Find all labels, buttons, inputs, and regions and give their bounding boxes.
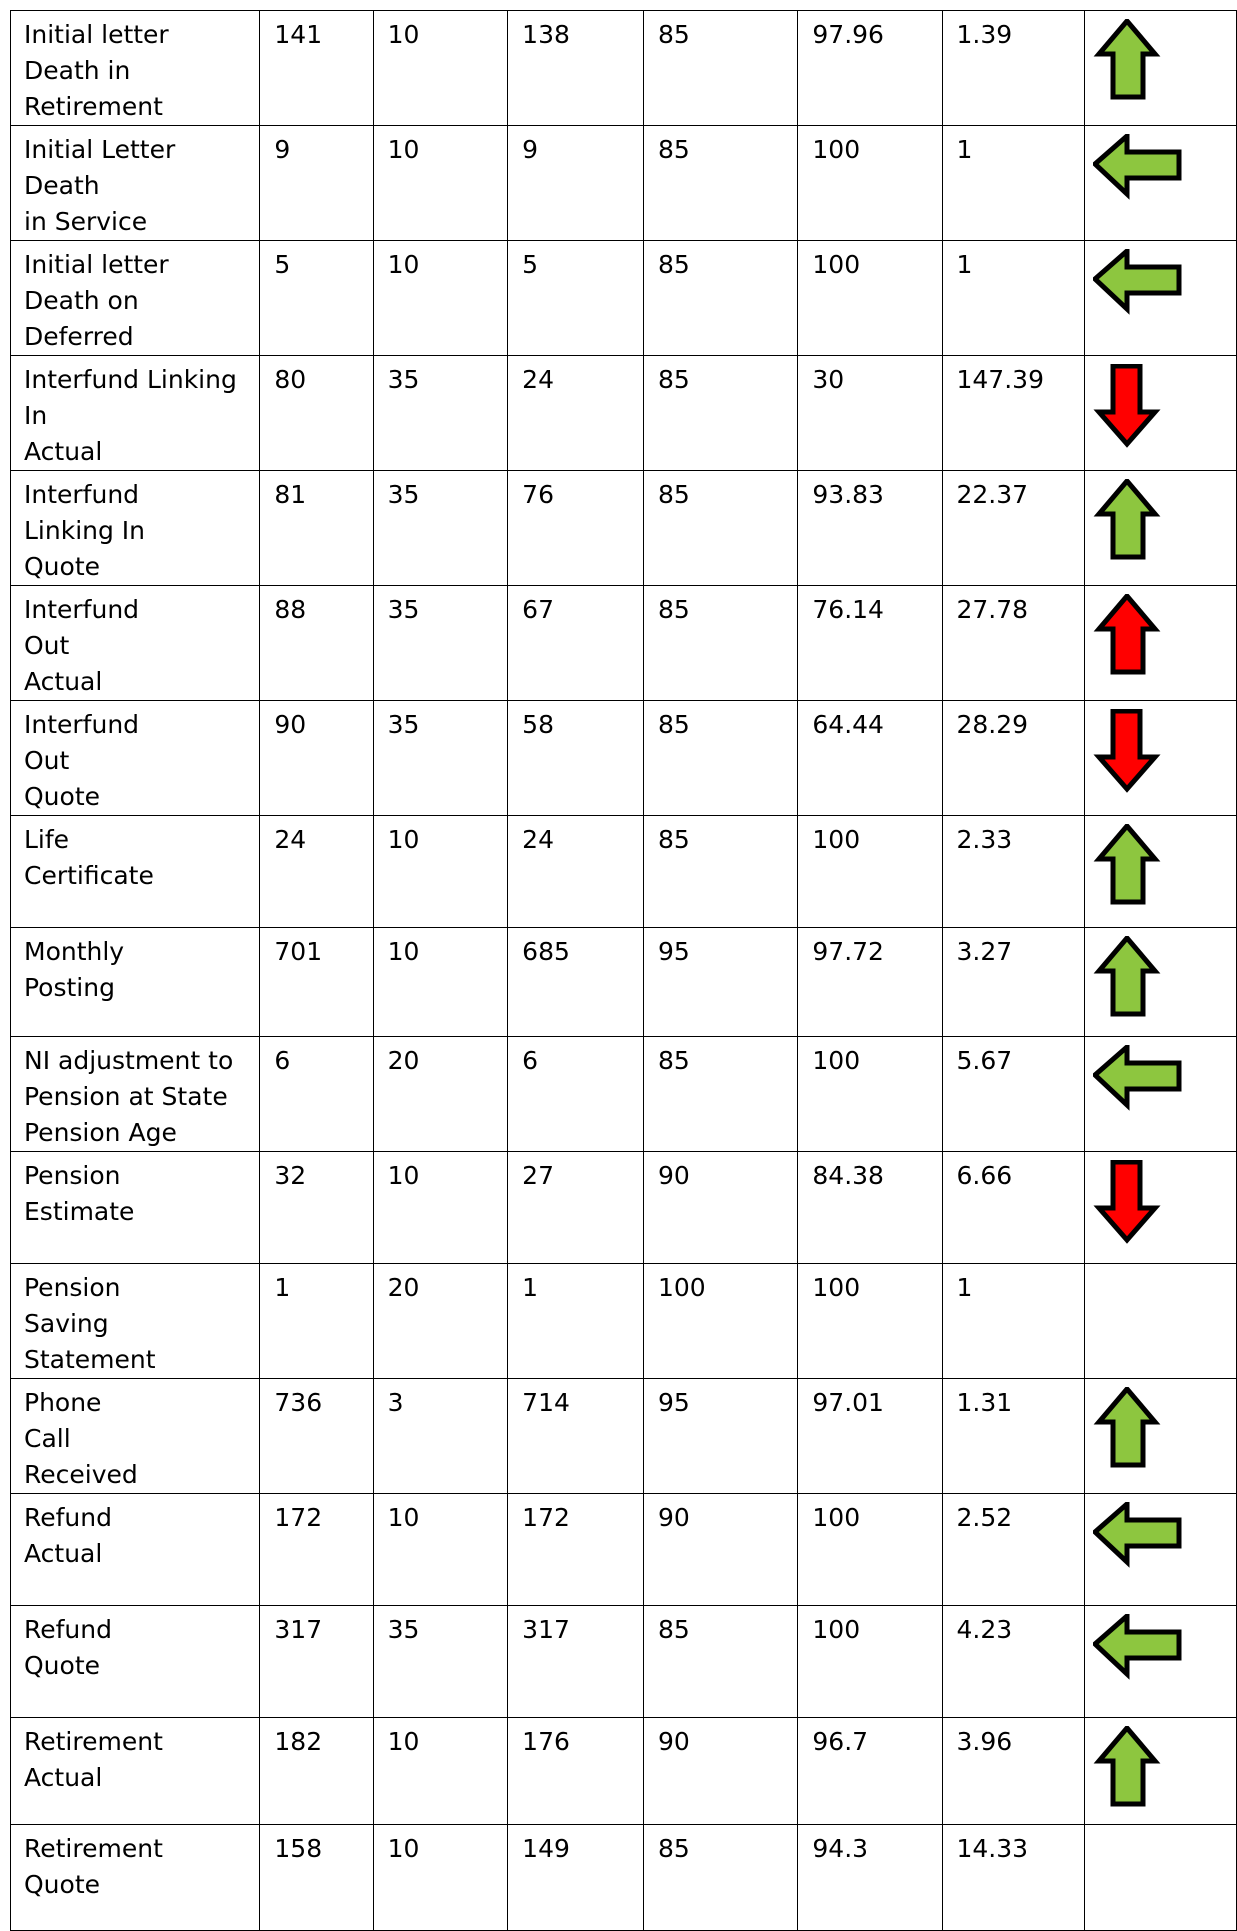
table-cell: 85 (643, 816, 797, 928)
table-cell: 20 (373, 1037, 508, 1152)
table-cell: 3.27 (942, 928, 1084, 1037)
arrow-down-red-icon (1093, 1160, 1183, 1250)
table-cell: 3.96 (942, 1718, 1084, 1825)
table-cell: 35 (373, 586, 508, 701)
arrow-up-green-icon (1093, 936, 1183, 1026)
table-cell: 182 (260, 1718, 373, 1825)
trend-cell (1084, 1718, 1236, 1825)
trend-cell (1084, 701, 1236, 816)
table-cell: 10 (373, 1825, 508, 1931)
table-cell: 4.23 (942, 1606, 1084, 1718)
trend-cell (1084, 816, 1236, 928)
table-cell: 97.96 (798, 11, 942, 126)
table-cell: 10 (373, 816, 508, 928)
table-cell: 9 (508, 126, 644, 241)
table-cell: 10 (373, 241, 508, 356)
table-cell: 85 (643, 356, 797, 471)
table-row (11, 586, 1237, 701)
table-cell: 100 (643, 1264, 797, 1379)
arrow-up-green-icon (1093, 824, 1183, 914)
arrow-up-green-icon (1093, 1726, 1183, 1816)
table-row (11, 11, 1237, 126)
performance-table (10, 10, 1237, 1931)
arrow-left-green-icon (1093, 1502, 1183, 1592)
table-cell: 6.66 (942, 1152, 1084, 1264)
table-cell: 317 (260, 1606, 373, 1718)
table-cell: 85 (643, 11, 797, 126)
table-cell: 1.39 (942, 11, 1084, 126)
table-cell: 714 (508, 1379, 644, 1494)
row-label: Initial Letter Death in Service (11, 126, 260, 241)
table-cell: 90 (643, 1718, 797, 1825)
table-cell: 1 (942, 241, 1084, 356)
trend-cell (1084, 356, 1236, 471)
table-cell: 317 (508, 1606, 644, 1718)
table-cell: 100 (798, 241, 942, 356)
table-cell: 22.37 (942, 471, 1084, 586)
table-cell: 80 (260, 356, 373, 471)
row-label: Pension Saving Statement (11, 1264, 260, 1379)
table-cell: 5.67 (942, 1037, 1084, 1152)
table-row (11, 1264, 1237, 1379)
table-cell: 1.31 (942, 1379, 1084, 1494)
table-cell: 176 (508, 1718, 644, 1825)
table-cell: 85 (643, 1606, 797, 1718)
table-cell: 6 (508, 1037, 644, 1152)
arrow-left-green-icon (1093, 134, 1183, 224)
trend-cell (1084, 1494, 1236, 1606)
table-cell: 81 (260, 471, 373, 586)
table-cell: 35 (373, 1606, 508, 1718)
arrow-up-green-icon (1093, 1387, 1183, 1477)
table-cell: 100 (798, 126, 942, 241)
table-cell: 20 (373, 1264, 508, 1379)
table-cell: 94.3 (798, 1825, 942, 1931)
table-cell: 5 (260, 241, 373, 356)
table-cell: 149 (508, 1825, 644, 1931)
trend-cell (1084, 126, 1236, 241)
table-cell: 100 (798, 1037, 942, 1152)
row-label: Refund Quote (11, 1606, 260, 1718)
arrow-down-red-icon (1093, 364, 1183, 454)
table-row (11, 701, 1237, 816)
trend-cell (1084, 1152, 1236, 1264)
table-cell: 93.83 (798, 471, 942, 586)
table-row (11, 1037, 1237, 1152)
table-cell: 85 (643, 241, 797, 356)
table-cell: 90 (643, 1152, 797, 1264)
arrow-left-green-icon (1093, 1045, 1183, 1135)
table-row (11, 126, 1237, 241)
table-cell: 685 (508, 928, 644, 1037)
trend-cell (1084, 928, 1236, 1037)
table-row (11, 1718, 1237, 1825)
table-cell: 76 (508, 471, 644, 586)
table-cell: 172 (508, 1494, 644, 1606)
table-cell: 10 (373, 126, 508, 241)
table-cell: 141 (260, 11, 373, 126)
table-cell: 2.52 (942, 1494, 1084, 1606)
table-cell: 1 (508, 1264, 644, 1379)
table-cell: 736 (260, 1379, 373, 1494)
row-label: NI adjustment to Pension at State Pension Age (11, 1037, 260, 1152)
row-label: Monthly Posting (11, 928, 260, 1037)
table-cell: 85 (643, 1825, 797, 1931)
table-cell: 1 (942, 1264, 1084, 1379)
arrow-up-green-icon (1093, 479, 1183, 569)
table-cell: 30 (798, 356, 942, 471)
row-label: Interfund Linking In Quote (11, 471, 260, 586)
trend-cell (1084, 1264, 1236, 1379)
table-cell: 28.29 (942, 701, 1084, 816)
table-cell: 138 (508, 11, 644, 126)
row-label: Life Certificate (11, 816, 260, 928)
table-cell: 10 (373, 11, 508, 126)
table-cell: 90 (260, 701, 373, 816)
row-label: Initial letter Death on Deferred (11, 241, 260, 356)
table-cell: 172 (260, 1494, 373, 1606)
table-cell: 88 (260, 586, 373, 701)
row-label: Retirement Quote (11, 1825, 260, 1931)
row-label: Initial letter Death in Retirement (11, 11, 260, 126)
row-label: Refund Actual (11, 1494, 260, 1606)
table-cell: 35 (373, 701, 508, 816)
table-cell: 9 (260, 126, 373, 241)
table-row (11, 1379, 1237, 1494)
table-cell: 100 (798, 1606, 942, 1718)
table-cell: 10 (373, 1494, 508, 1606)
table-cell: 76.14 (798, 586, 942, 701)
arrow-up-green-icon (1093, 19, 1183, 109)
table-cell: 97.72 (798, 928, 942, 1037)
row-label: Retirement Actual (11, 1718, 260, 1825)
table-cell: 100 (798, 1494, 942, 1606)
table-cell: 84.38 (798, 1152, 942, 1264)
table-cell: 24 (260, 816, 373, 928)
trend-cell (1084, 1037, 1236, 1152)
table-cell: 85 (643, 701, 797, 816)
table-cell: 58 (508, 701, 644, 816)
row-label: Interfund Linking In Actual (11, 356, 260, 471)
arrow-left-green-icon (1093, 1614, 1183, 1704)
arrow-left-green-icon (1093, 249, 1183, 339)
row-label: Interfund Out Actual (11, 586, 260, 701)
table-cell: 35 (373, 471, 508, 586)
table-cell: 1 (942, 126, 1084, 241)
table-cell: 3 (373, 1379, 508, 1494)
table-cell: 10 (373, 1718, 508, 1825)
row-label: Interfund Out Quote (11, 701, 260, 816)
table-cell: 32 (260, 1152, 373, 1264)
table-cell: 64.44 (798, 701, 942, 816)
trend-cell (1084, 241, 1236, 356)
table-cell: 85 (643, 586, 797, 701)
table-cell: 85 (643, 471, 797, 586)
table-cell: 147.39 (942, 356, 1084, 471)
table-cell: 97.01 (798, 1379, 942, 1494)
table-cell: 100 (798, 816, 942, 928)
table-cell: 96.7 (798, 1718, 942, 1825)
table-cell: 27 (508, 1152, 644, 1264)
table-cell: 158 (260, 1825, 373, 1931)
table-cell: 90 (643, 1494, 797, 1606)
table-row (11, 471, 1237, 586)
table-body (11, 11, 1237, 1931)
table-row (11, 1494, 1237, 1606)
trend-cell (1084, 586, 1236, 701)
table-row (11, 1825, 1237, 1931)
table-cell: 5 (508, 241, 644, 356)
table-cell: 95 (643, 928, 797, 1037)
table-row (11, 1606, 1237, 1718)
table-cell: 701 (260, 928, 373, 1037)
table-cell: 100 (798, 1264, 942, 1379)
table-cell: 35 (373, 356, 508, 471)
table-row (11, 241, 1237, 356)
arrow-down-red-icon (1093, 709, 1183, 799)
table-cell: 85 (643, 126, 797, 241)
row-label: Phone Call Received (11, 1379, 260, 1494)
table-cell: 14.33 (942, 1825, 1084, 1931)
table-cell: 10 (373, 1152, 508, 1264)
table-cell: 6 (260, 1037, 373, 1152)
table-cell: 24 (508, 356, 644, 471)
trend-cell (1084, 11, 1236, 126)
table-cell: 2.33 (942, 816, 1084, 928)
table-cell: 85 (643, 1037, 797, 1152)
table-row (11, 356, 1237, 471)
table-cell: 10 (373, 928, 508, 1037)
table-row (11, 928, 1237, 1037)
arrow-up-red-icon (1093, 594, 1183, 684)
trend-cell (1084, 1825, 1236, 1931)
trend-cell (1084, 1606, 1236, 1718)
table-cell: 67 (508, 586, 644, 701)
table-cell: 1 (260, 1264, 373, 1379)
table-row (11, 1152, 1237, 1264)
trend-cell (1084, 471, 1236, 586)
table-cell: 95 (643, 1379, 797, 1494)
table-cell: 24 (508, 816, 644, 928)
trend-cell (1084, 1379, 1236, 1494)
row-label: Pension Estimate (11, 1152, 260, 1264)
table-row (11, 816, 1237, 928)
table-cell: 27.78 (942, 586, 1084, 701)
